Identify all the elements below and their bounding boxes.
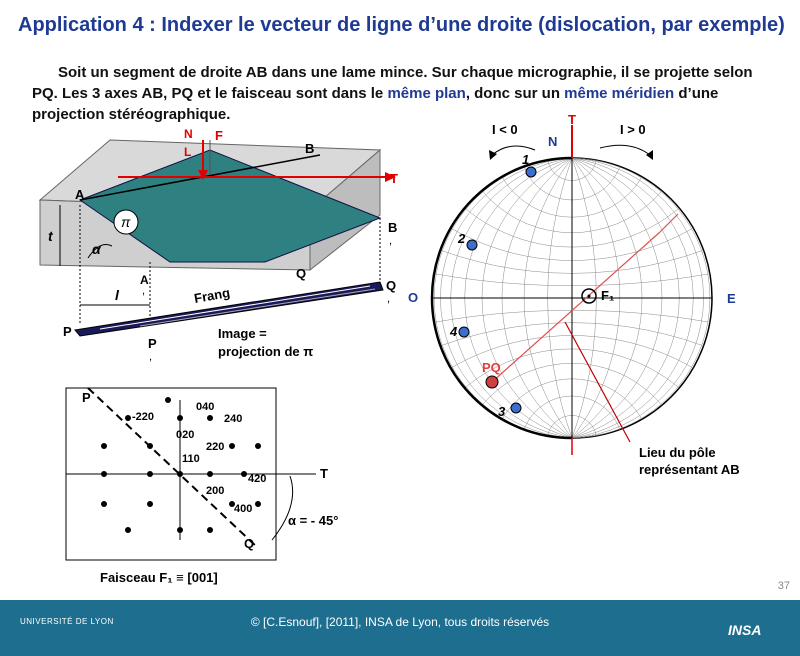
spot (177, 471, 183, 477)
spot (255, 501, 261, 507)
point-1 (526, 167, 536, 177)
spot-index-020: 020 (176, 429, 195, 441)
spot (241, 471, 247, 477)
spot-index-400: 400 (234, 503, 253, 515)
spot-index-200: 200 (206, 485, 225, 497)
label-I-positive: I > 0 (620, 122, 646, 137)
insa-logo: INSA (728, 622, 762, 638)
label-point-4: 4 (450, 324, 458, 339)
intro-highlight-meridien: même méridien (564, 85, 675, 102)
pole-F1-center (588, 295, 591, 298)
intro-text-1: Soit un segment de droite AB dans une lame mince. Sur chaque micrographie, il se projette selon PQ. Les 3 axes AB, PQ et le faisceau sont dans le (32, 64, 753, 102)
diffraction-pattern (60, 380, 360, 590)
arrow-I-positive-head (646, 150, 653, 160)
spot-index-240: 240 (224, 413, 243, 425)
alpha-angle-label: α = - 45° (288, 513, 339, 528)
point-3 (511, 403, 521, 413)
pole-PQ (486, 376, 498, 388)
spot-index-110: 110 (182, 453, 200, 465)
spot (177, 415, 183, 421)
spot (165, 397, 171, 403)
spot (125, 527, 131, 533)
label-Q-prime-comma: , (387, 293, 391, 305)
spot (207, 527, 213, 533)
spot (207, 471, 213, 477)
arrow-I-negative-head (489, 150, 497, 160)
spot (147, 471, 153, 477)
point-4 (459, 327, 469, 337)
label-F1: F₁ (601, 288, 615, 303)
intro-highlight-plan: même plan (387, 85, 466, 102)
caption-lieu-line2: représentant AB (639, 462, 740, 477)
label-L: L (184, 145, 192, 159)
label-point-3: 3 (498, 404, 506, 419)
pattern-label-T: T (320, 466, 328, 481)
university-logo: UNIVERSITÉ DE LYON (20, 617, 114, 626)
label-F: F (215, 128, 223, 143)
label-point-2: 2 (458, 231, 466, 246)
caption-image-line1: Image = (218, 326, 267, 341)
spot-index-220: 220 (206, 441, 225, 453)
label-P-prime-comma: , (149, 351, 153, 363)
spot-index-040: 040 (196, 401, 215, 413)
spot (101, 501, 107, 507)
label-PQ: PQ (482, 360, 501, 375)
spot (229, 443, 235, 449)
spot (207, 415, 213, 421)
label-B-prime-comma: , (389, 235, 393, 247)
label-A-prime: A (140, 273, 149, 287)
label-Q-prime: Q (386, 278, 397, 293)
label-B: B (305, 141, 315, 156)
slide-title: Application 4 : Indexer le vecteur de ligne d’une droite (dislocation, par exemple) (18, 14, 785, 36)
spot (147, 501, 153, 507)
label-B-prime: B (388, 220, 398, 235)
spot (125, 415, 131, 421)
page-number: 37 (777, 580, 790, 592)
spot (177, 527, 183, 533)
label-point-1: 1 (522, 152, 530, 167)
label-frange: Frang (192, 284, 232, 306)
label-P-prime: P (148, 336, 157, 351)
label-Q: Q (296, 266, 307, 281)
label-t: t (48, 228, 53, 244)
stereographic-projection (400, 110, 795, 490)
caption-image-line2: projection de π (218, 344, 314, 359)
label-alpha: α (92, 241, 101, 257)
thin-foil-diagram (0, 120, 420, 380)
label-E: E (727, 291, 736, 306)
pattern-label-P: P (82, 390, 91, 405)
spot (101, 443, 107, 449)
label-A-prime-comma: , (142, 285, 146, 297)
arrow-I-positive (600, 145, 650, 155)
point-2 (467, 240, 477, 250)
label-T: T (568, 112, 576, 127)
spot (147, 443, 153, 449)
label-N: N (184, 127, 193, 141)
spot (101, 471, 107, 477)
spot (255, 443, 261, 449)
label-I-negative: I < 0 (492, 122, 518, 137)
caption-lieu-line1: Lieu du pôle (639, 445, 716, 460)
pattern-label-Q: Q (244, 536, 255, 551)
fringe-line (140, 289, 375, 326)
intro-text-2: , donc sur un (465, 85, 565, 102)
spot-index-m220: -220 (132, 411, 155, 423)
label-l: l (115, 287, 119, 303)
intro-text-3: d’une projection stéréographique. (32, 85, 719, 123)
footer-copyright: © [C.Esnouf], [2011], INSA de Lyon, tous droits réservés (250, 615, 550, 629)
label-A: A (75, 187, 85, 202)
label-P: P (63, 324, 72, 339)
fringe-line (100, 286, 370, 329)
pattern-caption: Faisceau F₁ ≡ [001] (100, 570, 218, 585)
label-pi: π (121, 214, 131, 230)
spot-index-420: 420 (248, 473, 267, 485)
label-O: O (408, 290, 419, 305)
label-N: N (548, 134, 558, 149)
label-T: T (390, 171, 398, 186)
